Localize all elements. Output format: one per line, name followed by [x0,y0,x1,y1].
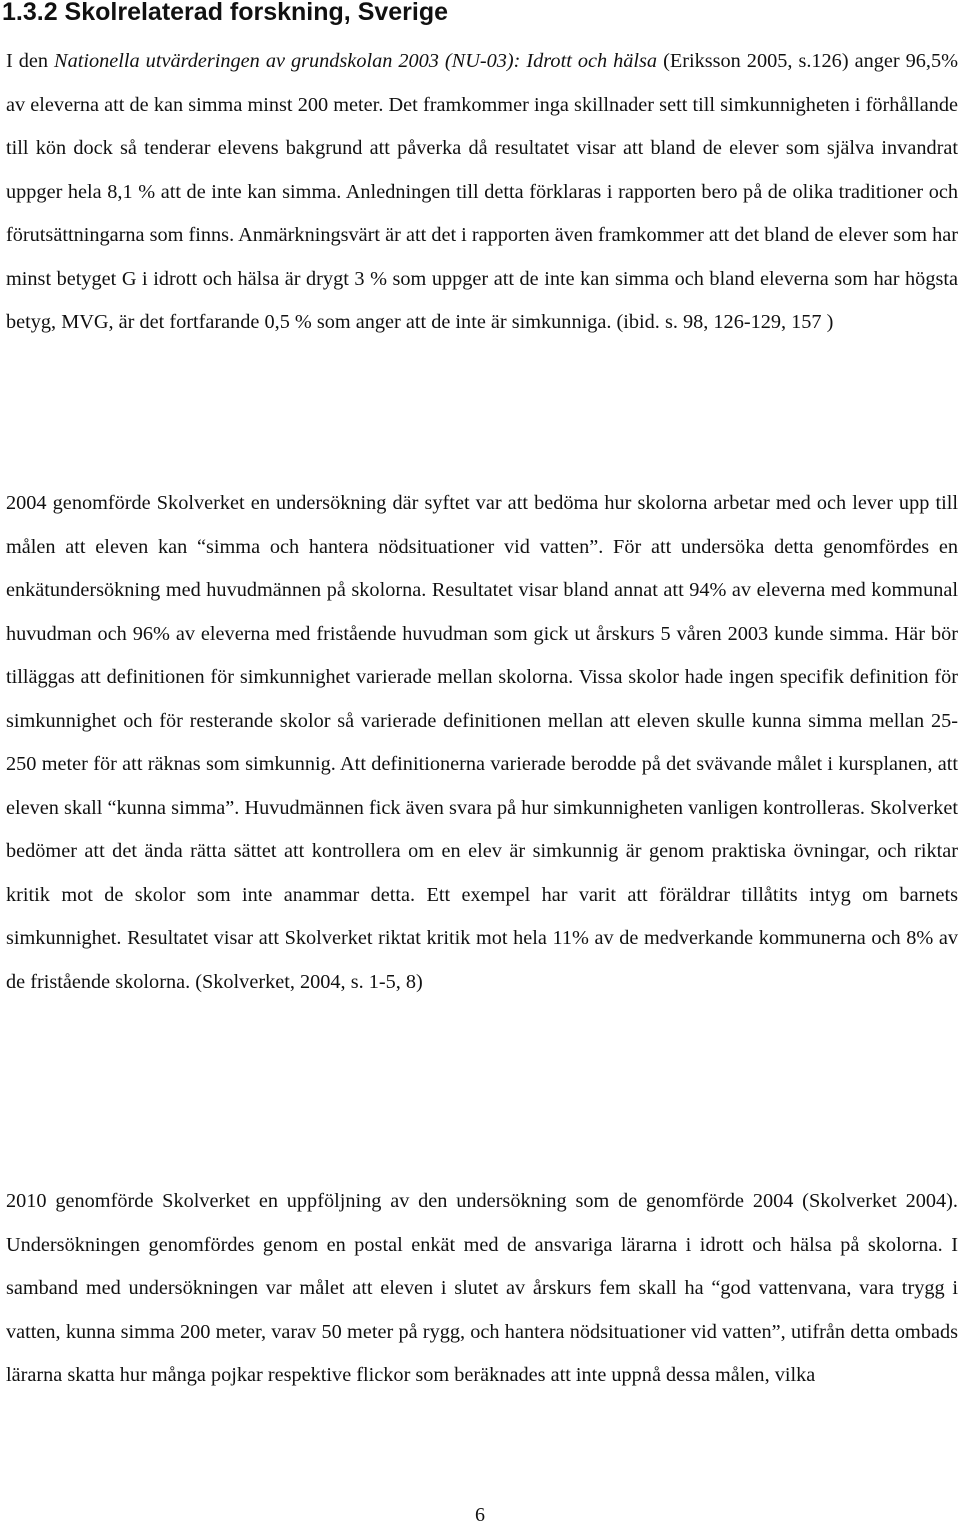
section-heading: 1.3.2 Skolrelaterad forskning, Sverige [2,0,449,26]
paragraph-nu03-intro: I den [6,50,55,72]
report-title: Nationella utvärderingen av grundskolan 2003 (NU-03): Idrott och hälsa [54,50,658,72]
paragraph-nu03 [6,40,958,435]
page-number: 6 [475,1504,485,1526]
paragraph-skolverket-2010: 2010 genomförde Skolverket en uppföljning av den undersökning som de genomförde 2004 (Skolverket 2004). Undersökningen genomfördes genom en postal enkät med de ansvariga lärarna i idrott och hälsa på skolorna. I samband med undersökningen var målet att eleven i slutet av årskurs fem skall ha “god vattenvana, vara trygg i vatten, kunna simma 200 meter, varav 50 meter på rygg, och hantera nödsituationer vid vatten”, utifrån detta ombads lärarna skatta hur många pojkar respektive flickor som beräknades att inte uppnå dessa målen, vilka [6,1190,958,1386]
paragraph-nu03-body: (Eriksson 2005, s.126) anger 96,5% av eleverna att de kan simma minst 200 meter. Det framkommer inga skillnader sett till simkunnigheten i förhållande till kön dock så tenderar elevens bakgrund att påverka då resultatet visar att bland de elever som själva invandrat uppger hela 8,1 % att de inte kan simma. Anledningen till detta förklaras i rapporten bero på de olika traditioner och förutsättningarna som finns. Anmärkningsvärt är att det i rapporten även framkommer att det bland de elever som har minst betyget G i idrott och hälsa är drygt 3 % som uppger att de inte kan simma och bland eleverna som har högsta betyg, MVG, är det fortfarande 0,5 % som anger att de inte är simkunniga. (ibid. s. 98, 126-129, 157 ) [6,50,959,333]
paragraph-skolverket-2004: 2004 genomförde Skolverket en undersökning där syftet var att bedöma hur skolorna arbetar med och lever upp till målen att eleven kan “simma och hantera nödsituationer vid vatten”. För att undersöka detta genomfördes en enkätundersökning med huvudmännen på skolorna. Resultatet visar bland annat att 94% av eleverna med kommunal huvudman och 96% av eleverna med fristående huvudman som gick ut årskurs 5 våren 2003 kunde simma. Här bör tilläggas att definitionen för simkunnighet varierade mellan skolorna. Vissa skolor hade ingen specifik definition för simkunnighet och för resterande skolor så varierade definitionen mellan att eleven skulle kunna simma mellan 25-250 meter för att räknas som simkunnig. Att definitionerna varierade berodde på det svävande målet i kursplanen, att eleven skall “kunna simma”. Huvudmännen fick även svara på hur simkunnigheten vanligen kontrolleras. Skolverket bedömer att det ända rätta sättet att kontrollera om en elev är simkunnig är genom praktiska övningar, och riktar kritik mot de skolor som inte anammar detta. Ett exempel har varit att föräldrar tillåtits intyg om barnets simkunnighet. Resultatet visar att Skolverket riktat kritik mot hela 11% av de medverkande kommunerna och 8% av de fristående skolorna. (Skolverket, 2004, s. 1-5, 8) [6,492,958,993]
